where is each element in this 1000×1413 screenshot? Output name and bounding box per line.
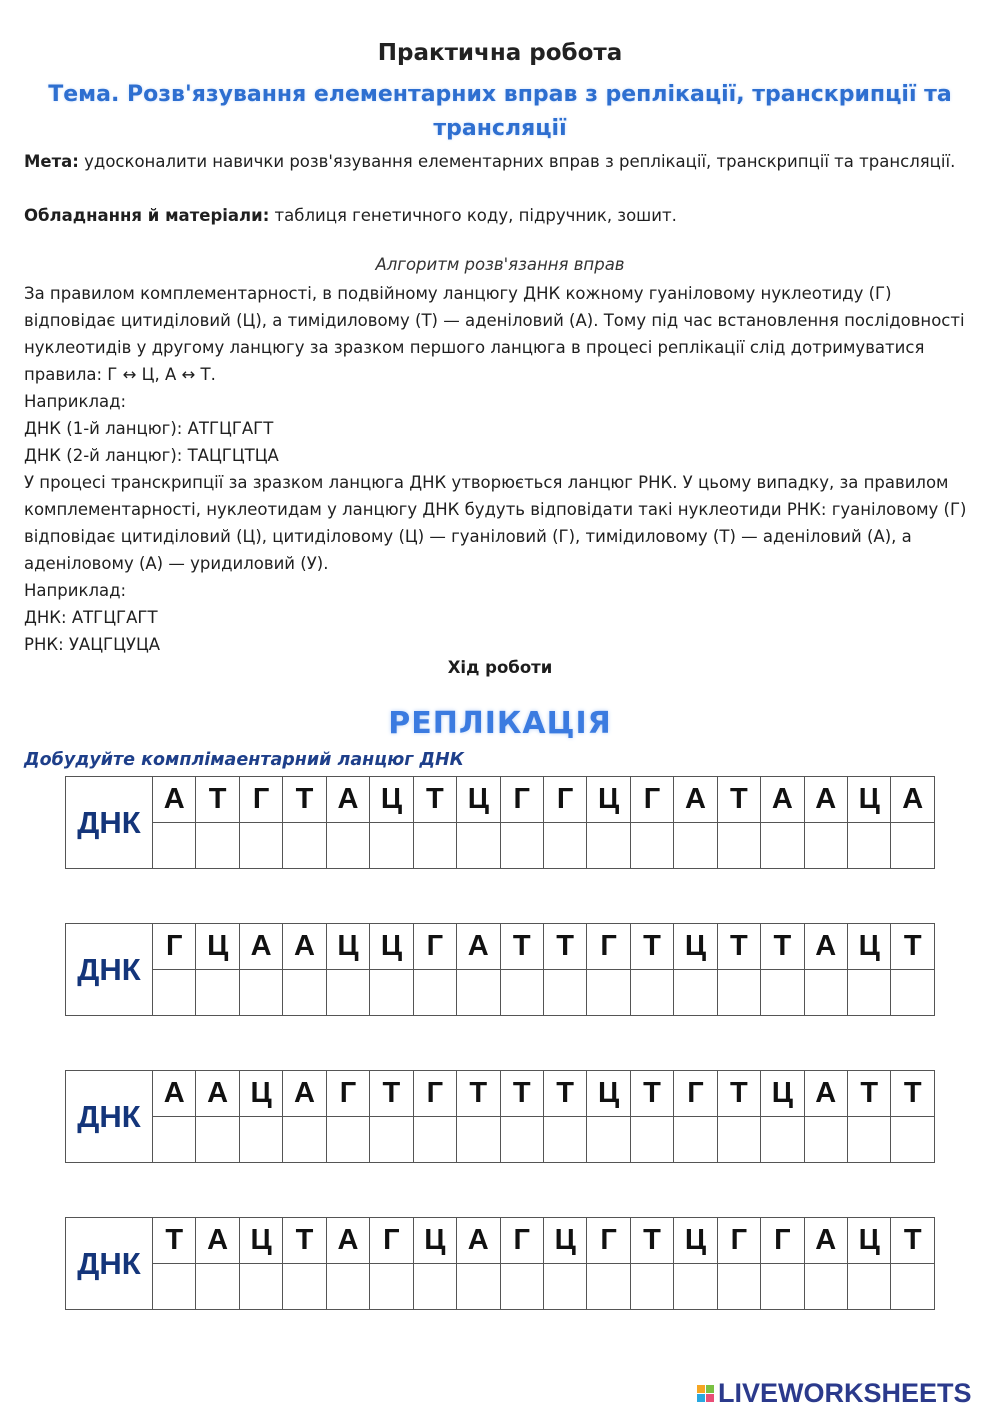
answer-cell[interactable] bbox=[804, 1264, 847, 1310]
answer-cell[interactable] bbox=[674, 970, 717, 1016]
answer-input[interactable] bbox=[283, 1117, 325, 1162]
example-1-line-2: ДНК (2-й ланцюг): ТАЦГЦТЦА bbox=[24, 446, 279, 465]
answer-cell[interactable] bbox=[153, 1117, 196, 1163]
answer-cell[interactable] bbox=[674, 1264, 717, 1310]
answer-input[interactable] bbox=[718, 970, 760, 1015]
goal-paragraph bbox=[24, 148, 979, 175]
nucleotide-cell: А bbox=[326, 1218, 369, 1264]
answer-cell[interactable] bbox=[761, 970, 804, 1016]
given-strand-row bbox=[66, 1071, 935, 1117]
answer-input[interactable] bbox=[544, 970, 586, 1015]
liveworksheets-logo bbox=[697, 1378, 972, 1409]
answer-input[interactable] bbox=[631, 1117, 673, 1162]
answer-cell[interactable] bbox=[587, 823, 630, 869]
answer-cell[interactable] bbox=[500, 1117, 543, 1163]
answer-input[interactable] bbox=[240, 1264, 282, 1309]
dna-exercise-table bbox=[65, 923, 935, 1016]
answer-input[interactable] bbox=[240, 970, 282, 1015]
answer-cell[interactable] bbox=[543, 823, 586, 869]
nucleotide-cell: Г bbox=[413, 1071, 456, 1117]
answer-input[interactable] bbox=[891, 1117, 934, 1162]
answer-cell[interactable] bbox=[630, 970, 673, 1016]
dna-exercise-table bbox=[65, 1070, 935, 1163]
nucleotide-cell: Т bbox=[283, 777, 326, 823]
answer-cell[interactable] bbox=[500, 823, 543, 869]
answer-input[interactable] bbox=[501, 823, 543, 868]
answer-input[interactable] bbox=[327, 970, 369, 1015]
nucleotide-cell: Г bbox=[717, 1218, 760, 1264]
nucleotide-cell: А bbox=[804, 777, 847, 823]
answer-input[interactable] bbox=[153, 970, 195, 1015]
answer-cell[interactable] bbox=[717, 970, 760, 1016]
answer-input[interactable] bbox=[370, 1264, 412, 1309]
nucleotide-cell: Т bbox=[891, 1218, 935, 1264]
given-strand-row bbox=[66, 1218, 935, 1264]
answer-input[interactable] bbox=[501, 970, 543, 1015]
algorithm-paragraph-1: За правилом комплементарності, в подвійному ланцюгу ДНК кожному гуаніловому нуклеотиду (Г) відповідає цитиділовий (Ц), а тимідиловому (Т) — аденіловий (А). Тому під час встановлення послідовності нуклеотидів у другому ланцюгу за зразком першого ланцюга в процесі реплікації слід дотримуватися правила: Г ↔ Ц, А ↔ Т. bbox=[24, 284, 965, 384]
answer-input[interactable] bbox=[761, 1264, 803, 1309]
equipment-label: Обладнання й матеріали: bbox=[24, 206, 270, 225]
logo-square bbox=[697, 1394, 705, 1402]
nucleotide-cell: Ц bbox=[239, 1071, 282, 1117]
nucleotide-cell: Г bbox=[153, 924, 196, 970]
example-2-line-2: РНК: УАЦГЦУЦА bbox=[24, 635, 161, 654]
answer-input[interactable] bbox=[587, 970, 629, 1015]
nucleotide-cell: Ц bbox=[413, 1218, 456, 1264]
answer-cell[interactable] bbox=[761, 1264, 804, 1310]
nucleotide-cell: Т bbox=[630, 1071, 673, 1117]
answer-input[interactable] bbox=[587, 1264, 629, 1309]
progress-title: Хід роботи bbox=[447, 658, 553, 677]
nucleotide-cell: Г bbox=[674, 1071, 717, 1117]
answer-input[interactable] bbox=[587, 823, 629, 868]
answer-input[interactable] bbox=[674, 970, 716, 1015]
nucleotide-cell: А bbox=[804, 924, 847, 970]
answer-cell[interactable] bbox=[239, 823, 282, 869]
nucleotide-cell: Т bbox=[717, 777, 760, 823]
answer-input[interactable] bbox=[153, 823, 195, 868]
answer-cell[interactable] bbox=[543, 970, 586, 1016]
nucleotide-cell: А bbox=[761, 777, 804, 823]
answer-input[interactable] bbox=[761, 823, 803, 868]
answer-input[interactable] bbox=[153, 1264, 195, 1309]
nucleotide-cell: Ц bbox=[848, 777, 891, 823]
nucleotide-cell: Т bbox=[500, 1071, 543, 1117]
nucleotide-cell: Т bbox=[457, 1071, 500, 1117]
logo-text: LIVEWORKSHEETS bbox=[718, 1378, 972, 1408]
nucleotide-cell: А bbox=[457, 1218, 500, 1264]
answer-cell[interactable] bbox=[457, 1117, 500, 1163]
answer-cell[interactable] bbox=[848, 1117, 891, 1163]
example-label-1: Наприклад: bbox=[24, 392, 127, 411]
nucleotide-cell: А bbox=[153, 1071, 196, 1117]
answer-input[interactable] bbox=[718, 1117, 760, 1162]
answer-cell[interactable] bbox=[543, 1264, 586, 1310]
nucleotide-cell: А bbox=[283, 1071, 326, 1117]
answer-cell[interactable] bbox=[457, 823, 500, 869]
answer-input[interactable] bbox=[674, 823, 716, 868]
nucleotide-cell: Г bbox=[587, 924, 630, 970]
goal-label: Мета: bbox=[24, 152, 79, 171]
answer-cell[interactable] bbox=[239, 970, 282, 1016]
answer-input[interactable] bbox=[283, 970, 325, 1015]
answer-cell[interactable] bbox=[326, 1264, 369, 1310]
answer-input[interactable] bbox=[631, 1264, 673, 1309]
algorithm-title: Алгоритм розв'язання вправ bbox=[375, 255, 625, 274]
answer-cell[interactable] bbox=[239, 1117, 282, 1163]
nucleotide-cell: Г bbox=[761, 1218, 804, 1264]
nucleotide-cell: Ц bbox=[761, 1071, 804, 1117]
answer-cell[interactable] bbox=[500, 970, 543, 1016]
nucleotide-cell: Ц bbox=[457, 777, 500, 823]
answer-strand-row bbox=[66, 823, 935, 869]
example-2-line-1: ДНК: АТГЦГАГТ bbox=[24, 608, 158, 627]
answer-input[interactable] bbox=[327, 1117, 369, 1162]
answer-input[interactable] bbox=[587, 1117, 629, 1162]
answer-input[interactable] bbox=[761, 1117, 803, 1162]
answer-cell[interactable] bbox=[413, 1117, 456, 1163]
logo-square bbox=[697, 1385, 705, 1393]
nucleotide-cell: Ц bbox=[239, 1218, 282, 1264]
answer-cell[interactable] bbox=[370, 1117, 413, 1163]
nucleotide-cell: Г bbox=[239, 777, 282, 823]
equipment-paragraph bbox=[24, 202, 979, 229]
answer-cell[interactable] bbox=[283, 970, 326, 1016]
nucleotide-cell: Т bbox=[630, 1218, 673, 1264]
answer-input[interactable] bbox=[327, 1264, 369, 1309]
answer-cell[interactable] bbox=[326, 823, 369, 869]
nucleotide-cell: Ц bbox=[543, 1218, 586, 1264]
answer-cell[interactable] bbox=[804, 970, 847, 1016]
answer-cell[interactable] bbox=[674, 823, 717, 869]
nucleotide-cell: Т bbox=[717, 924, 760, 970]
answer-cell[interactable] bbox=[587, 1117, 630, 1163]
answer-input[interactable] bbox=[327, 823, 369, 868]
answer-strand-row bbox=[66, 970, 935, 1016]
answer-input[interactable] bbox=[457, 823, 499, 868]
answer-input[interactable] bbox=[370, 823, 412, 868]
nucleotide-cell: А bbox=[283, 924, 326, 970]
task-instruction: Добудуйте комплімаентарний ланцюг ДНК bbox=[24, 750, 464, 770]
nucleotide-cell: Г bbox=[500, 1218, 543, 1264]
answer-input[interactable] bbox=[501, 1117, 543, 1162]
answer-input[interactable] bbox=[848, 823, 890, 868]
answer-cell[interactable] bbox=[413, 823, 456, 869]
nucleotide-cell: Ц bbox=[326, 924, 369, 970]
answer-cell[interactable] bbox=[153, 1264, 196, 1310]
nucleotide-cell: Г bbox=[326, 1071, 369, 1117]
answer-input[interactable] bbox=[283, 823, 325, 868]
answer-cell[interactable] bbox=[283, 823, 326, 869]
answer-input[interactable] bbox=[805, 823, 847, 868]
answer-input[interactable] bbox=[674, 1117, 716, 1162]
nucleotide-cell: А bbox=[674, 777, 717, 823]
nucleotide-cell: Т bbox=[153, 1218, 196, 1264]
nucleotide-cell: Т bbox=[370, 1071, 413, 1117]
answer-cell[interactable] bbox=[457, 970, 500, 1016]
nucleotide-cell: Г bbox=[413, 924, 456, 970]
answer-cell[interactable] bbox=[674, 1117, 717, 1163]
answer-input[interactable] bbox=[457, 1117, 499, 1162]
answer-cell[interactable] bbox=[587, 970, 630, 1016]
nucleotide-cell: А bbox=[239, 924, 282, 970]
nucleotide-cell: Ц bbox=[848, 1218, 891, 1264]
answer-input[interactable] bbox=[414, 1117, 456, 1162]
answer-cell[interactable] bbox=[717, 1264, 760, 1310]
answer-input[interactable] bbox=[240, 823, 282, 868]
dna-label: ДНК bbox=[66, 1218, 153, 1310]
nucleotide-cell: Ц bbox=[196, 924, 239, 970]
answer-cell[interactable] bbox=[891, 823, 935, 869]
nucleotide-cell: Т bbox=[500, 924, 543, 970]
nucleotide-cell: Ц bbox=[370, 777, 413, 823]
nucleotide-cell: Т bbox=[891, 924, 935, 970]
nucleotide-cell: Т bbox=[196, 777, 239, 823]
answer-input[interactable] bbox=[196, 1264, 238, 1309]
answer-input[interactable] bbox=[457, 1264, 499, 1309]
page-title: Практична робота bbox=[377, 40, 623, 66]
answer-cell[interactable] bbox=[543, 1117, 586, 1163]
nucleotide-cell: Ц bbox=[370, 924, 413, 970]
answer-cell[interactable] bbox=[717, 823, 760, 869]
answer-cell[interactable] bbox=[413, 1264, 456, 1310]
given-strand-row bbox=[66, 777, 935, 823]
answer-cell[interactable] bbox=[153, 823, 196, 869]
answer-input[interactable] bbox=[370, 970, 412, 1015]
example-1-line-1: ДНК (1-й ланцюг): АТГЦГАГТ bbox=[24, 419, 274, 438]
nucleotide-cell: Г bbox=[500, 777, 543, 823]
nucleotide-cell: Г bbox=[543, 777, 586, 823]
nucleotide-cell: Т bbox=[543, 924, 586, 970]
algorithm-paragraph-2: У процесі транскрипції за зразком ланцюга ДНК утворюється ланцюг РНК. У цьому випадку, за правилом комплементарності, нуклеотидам у ланцюгу ДНК будуть відповідати такі нуклеотиди РНК: гуаніловому (Г) відповідає цитиділовий (Ц), цитиділовому (Ц) — гуаніловий (Г), тимідиловому (Т) — аденіловий (А), а аденіловому (А) — уридиловий (У). bbox=[24, 473, 967, 573]
answer-cell[interactable] bbox=[891, 970, 935, 1016]
answer-input[interactable] bbox=[414, 823, 456, 868]
nucleotide-cell: А bbox=[153, 777, 196, 823]
nucleotide-cell: А bbox=[891, 777, 935, 823]
nucleotide-cell: Т bbox=[761, 924, 804, 970]
answer-input[interactable] bbox=[196, 1117, 238, 1162]
answer-input[interactable] bbox=[631, 970, 673, 1015]
answer-cell[interactable] bbox=[196, 1117, 239, 1163]
answer-cell[interactable] bbox=[891, 1117, 935, 1163]
answer-cell[interactable] bbox=[239, 1264, 282, 1310]
algorithm-body bbox=[24, 280, 979, 658]
answer-input[interactable] bbox=[891, 970, 934, 1015]
answer-cell[interactable] bbox=[283, 1117, 326, 1163]
nucleotide-cell: Т bbox=[283, 1218, 326, 1264]
answer-strand-row bbox=[66, 1264, 935, 1310]
answer-input[interactable] bbox=[196, 970, 238, 1015]
answer-cell[interactable] bbox=[196, 823, 239, 869]
answer-cell[interactable] bbox=[630, 823, 673, 869]
nucleotide-cell: Г bbox=[370, 1218, 413, 1264]
nucleotide-cell: Т bbox=[413, 777, 456, 823]
answer-input[interactable] bbox=[501, 1264, 543, 1309]
answer-input[interactable] bbox=[891, 823, 934, 868]
answer-input[interactable] bbox=[718, 823, 760, 868]
answer-cell[interactable] bbox=[196, 970, 239, 1016]
answer-cell[interactable] bbox=[630, 1117, 673, 1163]
answer-input[interactable] bbox=[544, 823, 586, 868]
answer-cell[interactable] bbox=[587, 1264, 630, 1310]
nucleotide-cell: Ц bbox=[674, 1218, 717, 1264]
answer-input[interactable] bbox=[631, 823, 673, 868]
answer-cell[interactable] bbox=[500, 1264, 543, 1310]
nucleotide-cell: А bbox=[804, 1218, 847, 1264]
answer-cell[interactable] bbox=[370, 970, 413, 1016]
nucleotide-cell: Ц bbox=[587, 777, 630, 823]
logo-mark-icon bbox=[697, 1385, 714, 1402]
answer-input[interactable] bbox=[891, 1264, 934, 1309]
answer-input[interactable] bbox=[805, 970, 847, 1015]
nucleotide-cell: Т bbox=[891, 1071, 935, 1117]
answer-input[interactable] bbox=[544, 1264, 586, 1309]
answer-input[interactable] bbox=[805, 1264, 847, 1309]
answer-cell[interactable] bbox=[891, 1264, 935, 1310]
answer-input[interactable] bbox=[848, 1264, 890, 1309]
answer-input[interactable] bbox=[370, 1117, 412, 1162]
answer-cell[interactable] bbox=[457, 1264, 500, 1310]
nucleotide-cell: Ц bbox=[848, 924, 891, 970]
answer-cell[interactable] bbox=[848, 1264, 891, 1310]
answer-input[interactable] bbox=[240, 1117, 282, 1162]
dna-label: ДНК bbox=[66, 924, 153, 1016]
nucleotide-cell: Г bbox=[587, 1218, 630, 1264]
answer-cell[interactable] bbox=[283, 1264, 326, 1310]
answer-input[interactable] bbox=[457, 970, 499, 1015]
equipment-text: таблиця генетичного коду, підручник, зошит. bbox=[269, 206, 677, 225]
answer-input[interactable] bbox=[283, 1264, 325, 1309]
nucleotide-cell: А bbox=[804, 1071, 847, 1117]
answer-input[interactable] bbox=[674, 1264, 716, 1309]
section-heading: РЕПЛІКАЦІЯ bbox=[388, 706, 612, 741]
given-strand-row bbox=[66, 924, 935, 970]
answer-cell[interactable] bbox=[761, 823, 804, 869]
logo-square bbox=[706, 1394, 714, 1402]
answer-cell[interactable] bbox=[717, 1117, 760, 1163]
dna-exercise-table bbox=[65, 776, 935, 869]
answer-input[interactable] bbox=[848, 1117, 890, 1162]
goal-text: удосконалити навички розв'язування елементарних вправ з реплікації, транскрипції та трансляції. bbox=[78, 152, 956, 171]
nucleotide-cell: А bbox=[196, 1071, 239, 1117]
answer-input[interactable] bbox=[761, 970, 803, 1015]
answer-strand-row bbox=[66, 1117, 935, 1163]
nucleotide-cell: А bbox=[196, 1218, 239, 1264]
answer-cell[interactable] bbox=[370, 1264, 413, 1310]
nucleotide-cell: Ц bbox=[587, 1071, 630, 1117]
answer-input[interactable] bbox=[414, 970, 456, 1015]
dna-label: ДНК bbox=[66, 777, 153, 869]
answer-cell[interactable] bbox=[848, 823, 891, 869]
answer-input[interactable] bbox=[805, 1117, 847, 1162]
answer-cell[interactable] bbox=[804, 823, 847, 869]
dna-label: ДНК bbox=[66, 1071, 153, 1163]
nucleotide-cell: Г bbox=[630, 777, 673, 823]
answer-input[interactable] bbox=[718, 1264, 760, 1309]
answer-input[interactable] bbox=[544, 1117, 586, 1162]
answer-cell[interactable] bbox=[326, 1117, 369, 1163]
answer-cell[interactable] bbox=[326, 970, 369, 1016]
answer-cell[interactable] bbox=[630, 1264, 673, 1310]
answer-input[interactable] bbox=[153, 1117, 195, 1162]
nucleotide-cell: Т bbox=[630, 924, 673, 970]
answer-cell[interactable] bbox=[370, 823, 413, 869]
answer-input[interactable] bbox=[414, 1264, 456, 1309]
answer-cell[interactable] bbox=[761, 1117, 804, 1163]
nucleotide-cell: Т bbox=[717, 1071, 760, 1117]
answer-cell[interactable] bbox=[153, 970, 196, 1016]
nucleotide-cell: А bbox=[457, 924, 500, 970]
answer-cell[interactable] bbox=[413, 970, 456, 1016]
answer-cell[interactable] bbox=[804, 1117, 847, 1163]
answer-input[interactable] bbox=[848, 970, 890, 1015]
nucleotide-cell: Ц bbox=[674, 924, 717, 970]
nucleotide-cell: Т bbox=[543, 1071, 586, 1117]
nucleotide-cell: Т bbox=[848, 1071, 891, 1117]
answer-cell[interactable] bbox=[196, 1264, 239, 1310]
nucleotide-cell: А bbox=[326, 777, 369, 823]
dna-exercise-table bbox=[65, 1217, 935, 1310]
answer-cell[interactable] bbox=[848, 970, 891, 1016]
topic-heading: Тема. Розв'язування елементарних вправ з реплікації, транскрипції та трансляції bbox=[48, 82, 952, 141]
example-label-2: Наприклад: bbox=[24, 581, 127, 600]
logo-square bbox=[706, 1385, 714, 1393]
answer-input[interactable] bbox=[196, 823, 238, 868]
